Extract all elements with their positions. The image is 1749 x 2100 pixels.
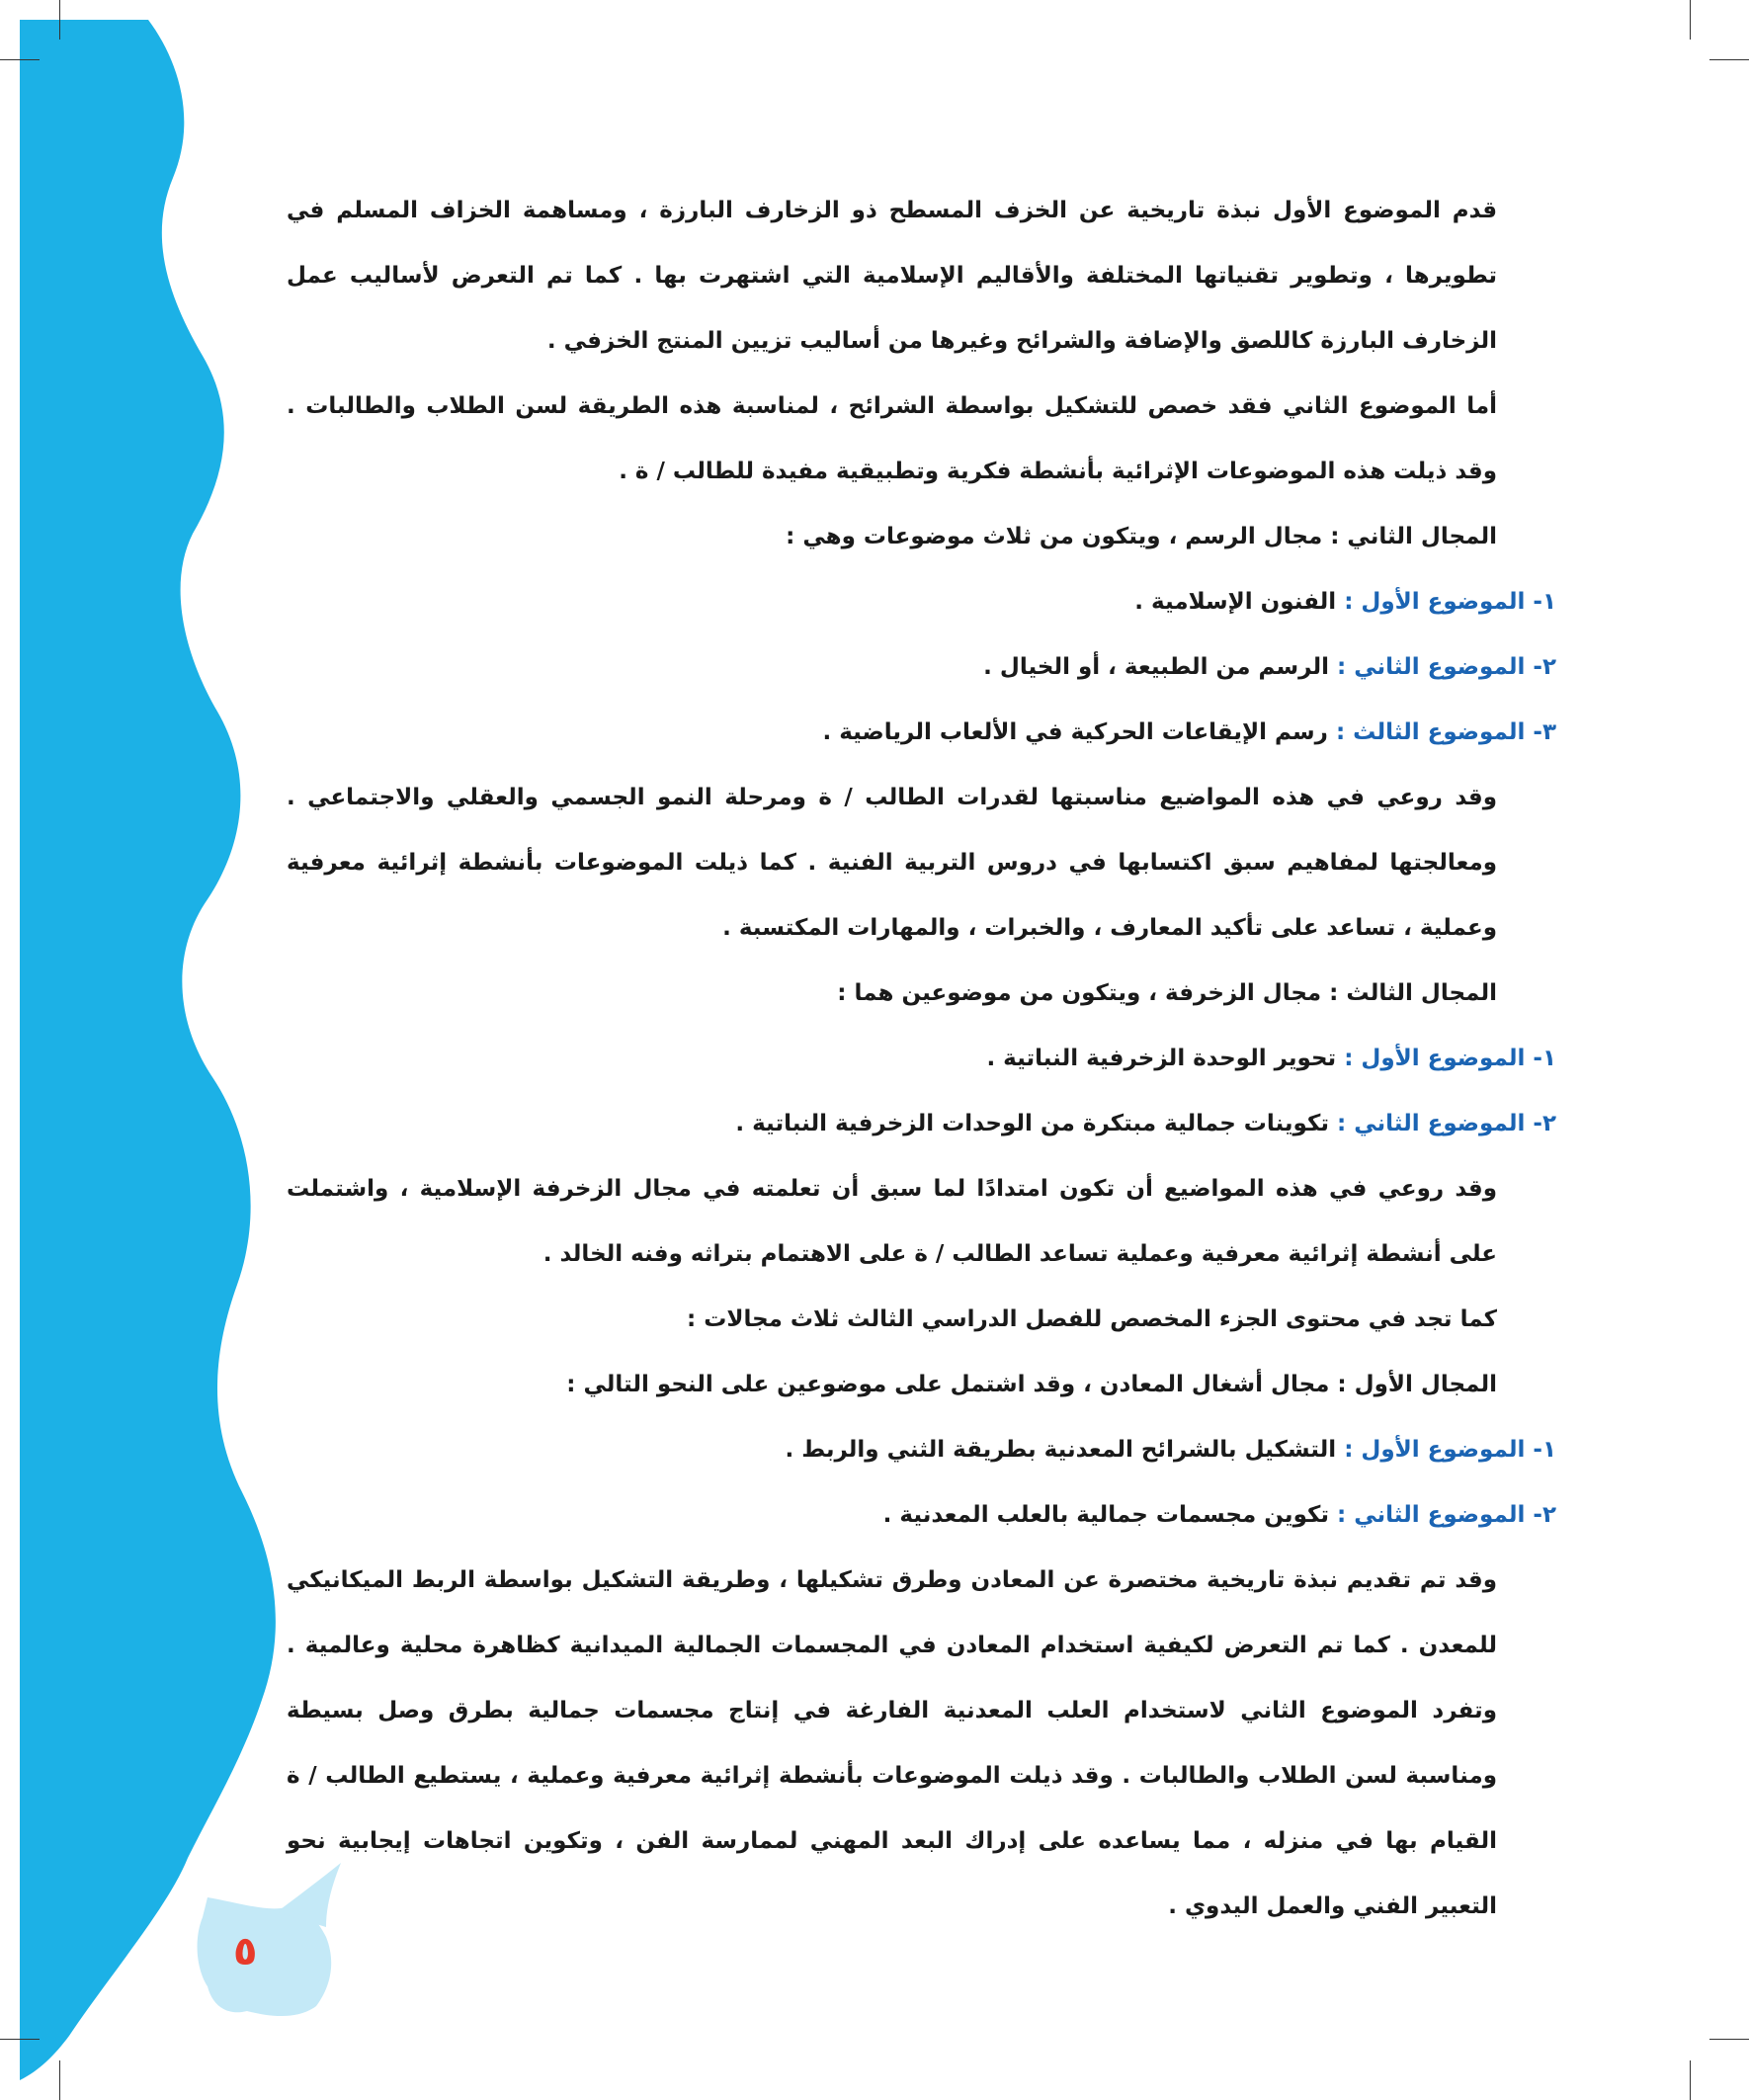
- topic-item-label: ١- الموضوع الأول :: [1344, 589, 1556, 615]
- topic-item: [287, 700, 1556, 765]
- body-paragraph: وقد روعي في هذه المواضيع أن تكون امتدادًا لما سبق أن تعلمته في مجال الزخرفة الإسلامية ، واشتملت على أنشطة إثرائية معرفية وعملية تساعد الطالب / ة على الاهتمام بتراثه وفنه الخالد .: [287, 1176, 1497, 1267]
- topic-item-label: ١- الموضوع الأول :: [1344, 1046, 1556, 1071]
- topic-item-label: ٣- الموضوع الثالث :: [1335, 719, 1556, 745]
- topic-item-text: رسم الإيقاعات الحركية في الألعاب الرياضية .: [822, 719, 1328, 745]
- topic-item: [287, 1026, 1556, 1091]
- crop-mark-bottom-left-v: [59, 2060, 60, 2100]
- topic-item-text: تحوير الوحدة الزخرفية النباتية .: [986, 1046, 1337, 1071]
- crop-mark-bottom-right-h: [1709, 2039, 1749, 2040]
- section-heading: المجال الثالث : مجال الزخرفة ، ويتكون من موضوعين هما :: [837, 980, 1497, 1006]
- wave-shape: [20, 20, 276, 2080]
- topic-item-text: التشكيل بالشرائح المعدنية بطريقة الثني والربط .: [785, 1437, 1337, 1463]
- section-heading: المجال الأول : مجال أشغال المعادن ، وقد اشتمل على موضوعين على النحو التالي :: [566, 1372, 1497, 1397]
- crop-mark-top-right-h: [1709, 59, 1749, 60]
- topic-item-text: تكوين مجسمات جمالية بالعلب المعدنية .: [882, 1502, 1329, 1528]
- topic-item-label: ١- الموضوع الأول :: [1344, 1437, 1556, 1463]
- section-heading: كما تجد في محتوى الجزء المخصص للفصل الدراسي الثالث ثلاث مجالات :: [687, 1306, 1497, 1332]
- crop-mark-top-right-v: [1690, 0, 1691, 40]
- topic-item-label: ٢- الموضوع الثاني :: [1337, 654, 1556, 680]
- body-text: [287, 178, 1556, 1939]
- topic-item-text: الفنون الإسلامية .: [1134, 589, 1337, 615]
- topic-item-label: ٢- الموضوع الثاني :: [1337, 1502, 1556, 1528]
- body-paragraph: وقد روعي في هذه المواضيع مناسبتها لقدرات الطالب / ة ومرحلة النمو الجسمي والعقلي والاجتماعي . ومعالجتها لمفاهيم سبق اكتسابها في دروس التربية الفنية . كما ذيلت الموضوعات بأنشطة إثرائية معرفية وعملية ، تساعد على تأكيد المعارف ، والخبرات ، والمهارات المكتسبة .: [287, 785, 1497, 941]
- topic-item: [287, 1482, 1556, 1548]
- topic-item: [287, 1091, 1556, 1156]
- crop-mark-bottom-right-v: [1690, 2060, 1691, 2100]
- crop-mark-top-left-v: [59, 0, 60, 40]
- body-paragraph: أما الموضوع الثاني فقد خصص للتشكيل بواسطة الشرائح ، لمناسبة هذه الطريقة لسن الطلاب والطالبات . وقد ذيلت هذه الموضوعات الإثرائية بأنشطة فكرية وتطبيقية مفيدة للطالب / ة .: [287, 393, 1497, 484]
- body-paragraph: وقد تم تقديم نبذة تاريخية مختصرة عن المعادن وطرق تشكيلها ، وطريقة التشكيل بواسطة الربط الميكانيكي للمعدن . كما تم التعرض لكيفية استخدام المعادن في المجسمات الجمالية الميدانية كظاهرة محلية وعالمية . وتفرد الموضوع الثاني لاستخدام العلب المعدنية الفارغة في إنتاج مجسمات جمالية بطرق وصل بسيطة ومناسبة لسن الطلاب والطالبات . وقد ذيلت الموضوعات بأنشطة إثرائية معرفية وعملية ، يستطيع الطالب / ة القيام بها في منزله ، مما يساعده على إدراك البعد المهني لممارسة الفن ، وتكوين اتجاهات إيجابية نحو التعبير الفني والعمل اليدوي .: [287, 1567, 1497, 1919]
- topic-item-label: ٢- الموضوع الثاني :: [1337, 1111, 1556, 1136]
- topic-item: [287, 569, 1556, 634]
- topic-item: [287, 1417, 1556, 1482]
- topic-item-text: الرسم من الطبيعة ، أو الخيال .: [983, 654, 1329, 680]
- crop-mark-bottom-left-h: [0, 2039, 40, 2040]
- topic-item: [287, 634, 1556, 700]
- topic-item-text: تكوينات جمالية مبتكرة من الوحدات الزخرفية النباتية .: [735, 1111, 1329, 1136]
- page-number: ٥: [233, 1929, 258, 1974]
- body-paragraph: قدم الموضوع الأول نبذة تاريخية عن الخزف المسطح ذو الزخارف البارزة ، ومساهمة الخزاف المسلم في تطويرها ، وتطوير تقنياتها المختلفة والأقاليم الإسلامية التي اشتهرت بها . كما تم التعرض لأساليب عمل الزخارف البارزة كاللصق والإضافة والشرائح وغيرها من أساليب تزيين المنتج الخزفي .: [287, 198, 1497, 354]
- crop-mark-top-left-h: [0, 59, 40, 60]
- section-heading: المجال الثاني : مجال الرسم ، ويتكون من ثلاث موضوعات وهي :: [786, 524, 1497, 549]
